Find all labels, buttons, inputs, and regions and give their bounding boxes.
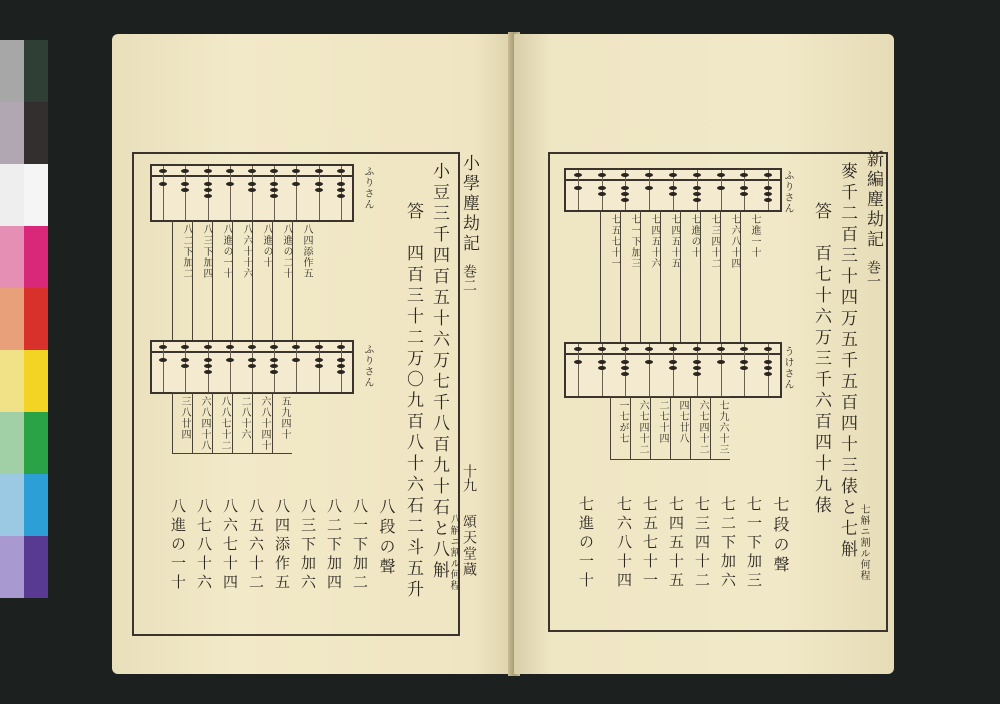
table-cell: 七一下加三 — [620, 210, 640, 342]
abacus-bead — [740, 192, 748, 196]
left-table-bottom — [172, 392, 292, 454]
left-abacus-top — [150, 164, 354, 222]
table-cell: 七四五十五 — [660, 210, 680, 342]
left-verse: 八一下加二 — [351, 498, 369, 593]
abacus-bead — [292, 345, 300, 349]
abacus-bead — [717, 347, 725, 351]
abacus-bead — [204, 358, 212, 362]
abacus-bead — [598, 192, 606, 196]
abacus-bead — [292, 182, 300, 186]
color-swatch — [24, 164, 48, 226]
abacus-bead — [764, 372, 772, 376]
table-cell: 七三四十二 — [700, 210, 720, 342]
abacus-rod — [602, 344, 603, 396]
abacus-bead — [248, 358, 256, 362]
table-cell: 八四添作五 — [292, 220, 312, 340]
table-cell: 八進の二十 — [272, 220, 292, 340]
abacus-rod — [230, 166, 231, 220]
abacus-bead — [693, 192, 701, 196]
left-section-title: 八段の聲 — [377, 498, 396, 578]
abacus-bead — [315, 358, 323, 362]
abacus-bead — [645, 173, 653, 177]
right-table-top — [600, 210, 760, 342]
right-header-title: 新編塵劫記 — [863, 150, 883, 250]
table-cell: 八八七十二 — [212, 392, 232, 454]
left-table-top — [172, 220, 312, 340]
abacus-bead — [645, 360, 653, 364]
left-header-volume: 巻二 — [461, 264, 477, 292]
abacus-bead — [248, 345, 256, 349]
abacus-bead — [181, 358, 189, 362]
left-abacus-bottom — [150, 340, 354, 394]
abacus-bead — [337, 188, 345, 192]
abacus-bead — [337, 358, 345, 362]
color-swatch — [0, 412, 24, 474]
abacus-bead — [621, 198, 629, 202]
abacus-bead — [315, 345, 323, 349]
abacus-bead — [315, 364, 323, 368]
left-verse: 八五六十二 — [247, 498, 265, 593]
abacus-bead — [270, 194, 278, 198]
left-verse: 八四添作五 — [273, 498, 291, 593]
color-swatch — [24, 536, 48, 598]
right-table-bottom — [610, 396, 730, 460]
right-abacus-top-label: ふりさん — [782, 170, 793, 214]
abacus-bead — [669, 186, 677, 190]
right-verse: 七四五十五 — [667, 496, 685, 591]
abacus-bead — [226, 182, 234, 186]
abacus-bead — [693, 347, 701, 351]
left-page — [112, 34, 514, 674]
table-cell: 八六十十六 — [232, 220, 252, 340]
abacus-rod — [697, 344, 698, 396]
abacus-bead — [337, 370, 345, 374]
table-cell: 七五七十一 — [600, 210, 620, 342]
left-problem-line-1: 小豆三千四百五十六万七千八百九十石と八斛 — [429, 162, 449, 582]
abacus-bead — [693, 366, 701, 370]
color-swatch — [0, 40, 24, 102]
abacus-bead — [159, 345, 167, 349]
abacus-bead — [740, 366, 748, 370]
table-cell: 七進一十 — [740, 210, 760, 342]
table-cell: 七九六十三 — [710, 396, 730, 460]
abacus-rod — [252, 166, 253, 220]
abacus-bead — [204, 345, 212, 349]
abacus-bead — [669, 192, 677, 196]
abacus-bead — [226, 345, 234, 349]
right-verse: 七進の一十 — [577, 496, 595, 591]
abacus-rod — [230, 342, 231, 392]
abacus-rod — [649, 344, 650, 396]
abacus-rod — [274, 166, 275, 220]
abacus-bead — [226, 358, 234, 362]
abacus-bead — [248, 182, 256, 186]
abacus-bead — [204, 364, 212, 368]
abacus-bead — [337, 182, 345, 186]
abacus-bead — [226, 169, 234, 173]
abacus-bead — [621, 173, 629, 177]
left-folio: 十九 — [461, 464, 477, 492]
left-abacus-bottom-label: ふりさん — [362, 344, 373, 388]
color-swatch — [24, 288, 48, 350]
abacus-bead — [270, 169, 278, 173]
abacus-rod — [163, 166, 164, 220]
abacus-bead — [315, 169, 323, 173]
abacus-rod — [296, 342, 297, 392]
abacus-bead — [574, 347, 582, 351]
abacus-bead — [292, 358, 300, 362]
table-cell: 七六八十四 — [720, 210, 740, 342]
right-verse: 七五七十一 — [641, 496, 659, 591]
abacus-bead — [204, 169, 212, 173]
color-swatch — [0, 350, 24, 412]
color-swatch — [24, 350, 48, 412]
abacus-bead — [621, 372, 629, 376]
right-abacus-bottom — [564, 342, 782, 398]
abacus-bead — [337, 364, 345, 368]
right-verse: 七一下加三 — [745, 496, 763, 591]
abacus-rod — [578, 344, 579, 396]
table-cell: 五九四十 — [272, 392, 292, 454]
color-calibration-strip — [0, 40, 48, 600]
right-section-title: 七段の聲 — [771, 496, 790, 576]
abacus-bead — [181, 188, 189, 192]
abacus-bead — [598, 360, 606, 364]
abacus-bead — [574, 173, 582, 177]
right-problem-gloss: 七斛ニ割ル何程 — [858, 504, 869, 581]
right-page — [514, 34, 894, 674]
abacus-bead — [598, 347, 606, 351]
left-header-title: 小學塵劫記 — [459, 154, 479, 254]
abacus-bead — [181, 345, 189, 349]
right-answer-line: 答 百七十六万三千六百四十九俵 — [811, 202, 831, 517]
abacus-bead — [598, 366, 606, 370]
abacus-bead — [621, 366, 629, 370]
right-abacus-bottom-label: うけさん — [782, 346, 793, 390]
table-cell: 八三下加四 — [192, 220, 212, 340]
abacus-bead — [764, 173, 772, 177]
color-swatch — [24, 412, 48, 474]
table-cell: 七四五十六 — [640, 210, 660, 342]
abacus-bead — [693, 360, 701, 364]
table-cell: 八二下加二 — [172, 220, 192, 340]
abacus-bead — [159, 169, 167, 173]
abacus-bead — [740, 360, 748, 364]
abacus-bead — [159, 358, 167, 362]
abacus-bead — [621, 192, 629, 196]
abacus-bead — [248, 169, 256, 173]
abacus-bead — [764, 347, 772, 351]
abacus-bead — [764, 360, 772, 364]
abacus-bead — [248, 188, 256, 192]
abacus-bead — [248, 364, 256, 368]
abacus-bead — [740, 173, 748, 177]
right-verse: 七三四十二 — [693, 496, 711, 591]
left-verse: 八進の一十 — [169, 498, 187, 593]
abacus-bead — [598, 173, 606, 177]
color-swatch — [24, 226, 48, 288]
abacus-rod — [208, 166, 209, 220]
abacus-bead — [204, 188, 212, 192]
abacus-bead — [270, 188, 278, 192]
abacus-bead — [693, 198, 701, 202]
abacus-bead — [764, 192, 772, 196]
abacus-bead — [159, 182, 167, 186]
abacus-bead — [574, 360, 582, 364]
abacus-bead — [204, 194, 212, 198]
abacus-bead — [740, 186, 748, 190]
color-swatch — [24, 40, 48, 102]
right-header-volume: 巻一 — [865, 260, 881, 288]
right-verse: 七二下加六 — [719, 496, 737, 591]
table-cell: 一七が七 — [610, 396, 630, 460]
abacus-bead — [270, 182, 278, 186]
abacus-bead — [598, 186, 606, 190]
right-abacus-top — [564, 168, 782, 212]
abacus-bead — [669, 360, 677, 364]
abacus-rod — [768, 344, 769, 396]
table-cell: 八進の一十 — [212, 220, 232, 340]
table-cell: 二七十四 — [650, 396, 670, 460]
color-swatch — [0, 164, 24, 226]
color-swatch — [0, 102, 24, 164]
abacus-rod — [625, 344, 626, 396]
abacus-bead — [292, 169, 300, 173]
right-verse: 七六八十四 — [615, 496, 633, 591]
abacus-bead — [315, 182, 323, 186]
abacus-rod — [163, 342, 164, 392]
abacus-bead — [693, 173, 701, 177]
table-cell: 六八四十八 — [192, 392, 212, 454]
abacus-bead — [717, 360, 725, 364]
abacus-rod — [296, 166, 297, 220]
open-book — [100, 28, 910, 684]
abacus-bead — [645, 347, 653, 351]
abacus-bead — [181, 182, 189, 186]
left-abacus-top-label: ふりさん — [362, 166, 373, 210]
abacus-rod — [319, 166, 320, 220]
abacus-bead — [621, 186, 629, 190]
abacus-bead — [181, 169, 189, 173]
abacus-bead — [621, 360, 629, 364]
abacus-bead — [270, 358, 278, 362]
abacus-bead — [621, 347, 629, 351]
abacus-bead — [693, 186, 701, 190]
left-verse: 八三下加六 — [299, 498, 317, 593]
abacus-bead — [669, 173, 677, 177]
abacus-rod — [673, 344, 674, 396]
table-cell: 六七四十二 — [690, 396, 710, 460]
table-cell: 三八廿四 — [172, 392, 192, 454]
color-swatch — [24, 102, 48, 164]
left-verse: 八六七十四 — [221, 498, 239, 593]
color-swatch — [24, 474, 48, 536]
abacus-bead — [764, 186, 772, 190]
left-verse: 八七八十六 — [195, 498, 213, 593]
color-swatch — [0, 226, 24, 288]
abacus-bead — [270, 345, 278, 349]
abacus-bead — [574, 186, 582, 190]
abacus-bead — [337, 194, 345, 198]
color-swatch — [0, 536, 24, 598]
abacus-bead — [764, 366, 772, 370]
table-cell: 二八十六 — [232, 392, 252, 454]
right-problem-line-1: 麥千二百三十四万五千五百四十三俵と七斛 — [837, 162, 857, 561]
abacus-bead — [315, 188, 323, 192]
abacus-bead — [270, 364, 278, 368]
abacus-bead — [669, 347, 677, 351]
color-swatch — [0, 288, 24, 350]
abacus-bead — [669, 366, 677, 370]
abacus-bead — [204, 370, 212, 374]
left-verse: 八二下加四 — [325, 498, 343, 593]
table-cell: 六八十四十 — [252, 392, 272, 454]
left-publisher: 頌天堂蔵 — [461, 514, 477, 578]
abacus-bead — [693, 372, 701, 376]
table-cell: 八進の十 — [252, 220, 272, 340]
abacus-bead — [204, 182, 212, 186]
abacus-bead — [181, 364, 189, 368]
abacus-rod — [721, 344, 722, 396]
abacus-rod — [341, 166, 342, 220]
table-cell: 七進の十 — [680, 210, 700, 342]
abacus-bead — [337, 345, 345, 349]
table-cell: 四七廿八 — [670, 396, 690, 460]
abacus-rod — [185, 166, 186, 220]
abacus-rod — [744, 344, 745, 396]
abacus-bead — [717, 186, 725, 190]
left-problem-gloss: 八斛ニ割ル何程 — [448, 514, 459, 591]
left-answer-line: 答 四百三十二万〇九百八十六石二斗五升 — [403, 202, 423, 601]
abacus-bead — [337, 169, 345, 173]
abacus-bead — [740, 347, 748, 351]
abacus-bead — [270, 370, 278, 374]
abacus-bead — [645, 186, 653, 190]
abacus-bead — [764, 198, 772, 202]
abacus-bead — [717, 173, 725, 177]
table-cell: 六七四十二 — [630, 396, 650, 460]
color-swatch — [0, 474, 24, 536]
